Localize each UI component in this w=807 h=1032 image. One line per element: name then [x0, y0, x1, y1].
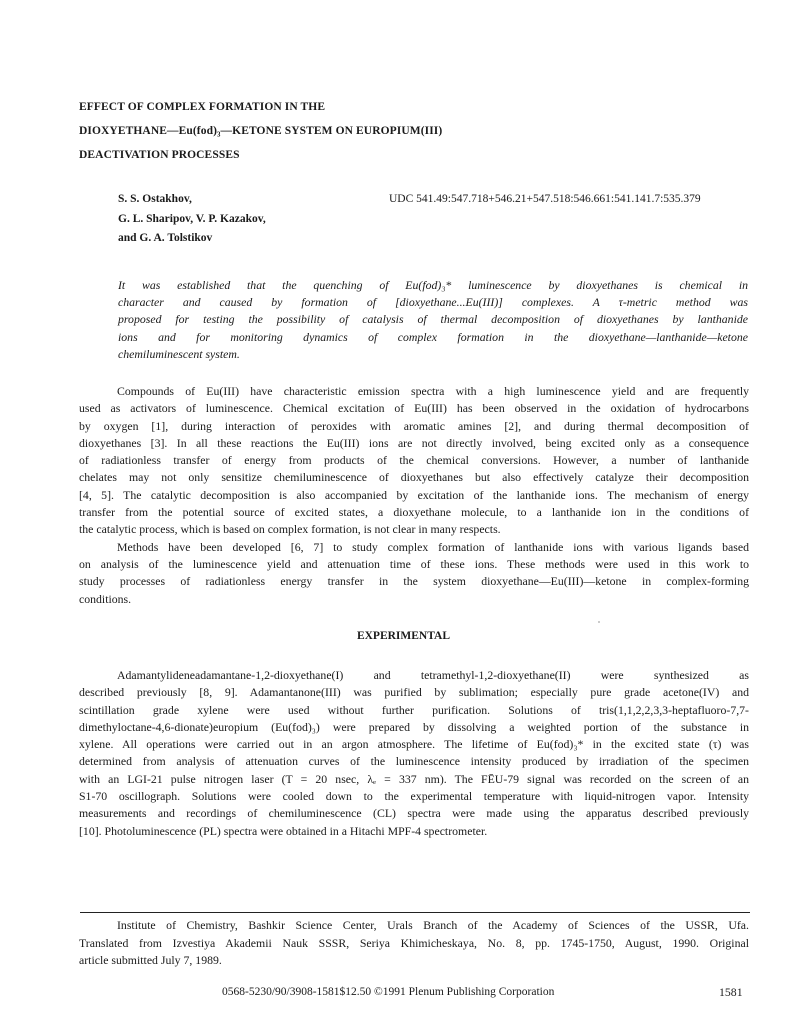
experimental-section	[79, 667, 749, 840]
paragraph-line: chelates may not only sensitize chemiluminescence of dioxyethanes but also effectively catalyze their decomposition	[79, 470, 749, 485]
paragraph-line: xylene. All operations were carried out in an argon atmosphere. The lifetime of Eu(fod)₃* in the excited state (τ) was	[79, 737, 749, 752]
paragraph-line: scintillation grade xylene were used without further purification. Solutions of tris(1,1,2,2,3,3-heptafluoro-7,7-	[79, 702, 749, 717]
paragraph-line: determined from analysis of attenuation curves of the luminescence intensity produced by irradiation of the specimen	[79, 754, 749, 769]
section-heading-experimental: EXPERIMENTAL	[356, 630, 451, 642]
abstract-line: chemiluminescent system.	[118, 346, 240, 361]
page-number: 1581	[719, 985, 743, 999]
paragraph-line: S1-70 oscillograph. Solutions were cooled down to the experimental temperature with liquid-nitrogen vapor. Intensity	[79, 789, 749, 804]
title-line: EFFECT OF COMPLEX FORMATION IN THE	[79, 101, 326, 113]
footnote-line: Translated from Izvestiya Akademii Nauk SSSR, Seriya Khimicheskaya, No. 8, pp. 1745-1750, August, 1990. Original	[79, 935, 749, 950]
introduction	[79, 383, 749, 608]
author-line: G. L. Sharipov, V. P. Kazakov,	[118, 212, 266, 225]
abstract-line: ions and for monitoring dynamics of complex formation in the dioxyethane—lanthanide—ketone	[118, 329, 748, 344]
article-title	[79, 95, 679, 167]
author-list	[118, 190, 266, 249]
paragraph-line: conditions.	[79, 591, 132, 606]
scan-speck	[598, 621, 600, 623]
paragraph-line: used as activators of luminescence. Chemical excitation of Eu(III) has been observed in the oxidation of hydrocarbons	[79, 401, 749, 416]
paragraph-line: Adamantylideneadamantane-1,2-dioxyethane(I) and tetramethyl-1,2-dioxyethane(II) were synthesized as	[117, 668, 749, 682]
paragraph-line: with an LGI-21 pulse nitrogen laser (T = 20 nsec, λₑ = 337 nm). The FĒU-79 signal was recorded on the screen of an	[79, 771, 749, 786]
copyright-line: 0568-5230/90/3908-1581$12.50 ©1991 Plenum Publishing Corporation	[222, 986, 555, 998]
abstract-line: character and caused by formation of [dioxyethane...Eu(III)] complexes. A τ-metric method was	[118, 295, 748, 310]
paragraph-line: measurements and recordings of chemiluminescence (CL) spectra were made using the apparatus described previously	[79, 806, 749, 821]
footnote-line: Institute of Chemistry, Bashkir Science Center, Urals Branch of the Academy of Sciences of the USSR, Ufa.	[117, 918, 749, 932]
paragraph-line: dimethyloctane-4,6-dionate)europium (Eu(fod)₃) were prepared by dissolving a weighted portion of the substance in	[79, 719, 749, 734]
paragraph-line: by oxygen [1], during interaction of peroxides with aromatic amines [2], and during thermal decomposition of	[79, 418, 749, 433]
footnote-divider	[80, 912, 750, 913]
footnote	[79, 917, 749, 970]
paragraph-line: the catalytic process, which is based on complex formation, is not clear in many respects.	[79, 522, 501, 537]
paragraph-line: described previously [8, 9]. Adamantanone(III) was purified by sublimation; especially pure grade acetone(IV) and	[79, 685, 749, 700]
paragraph-line: [4, 5]. The catalytic decomposition is also accompanied by excitation of the lanthanide ions. The mechanism of energy	[79, 487, 749, 502]
paragraph-line: study processes of radiationless energy transfer in the system dioxyethane—Eu(III)—ketone in complex-forming	[79, 574, 749, 589]
abstract	[118, 277, 748, 363]
title-line: DEACTIVATION PROCESSES	[79, 149, 240, 161]
paragraph-line: of radiationless transfer of energy from products of the chemical conversions. However, a number of lanthanide	[79, 453, 749, 468]
author-line: S. S. Ostakhov,	[118, 193, 192, 205]
udc-code: UDC 541.49:547.718+546.21+547.518:546.661:541.141.7:535.379	[389, 193, 701, 205]
abstract-line: proposed for testing the possibility of catalysis of thermal decomposition of dioxyethanes by lanthanide	[118, 312, 748, 327]
paragraph-line: [10]. Photoluminescence (PL) spectra were obtained in a Hitachi MPF-4 spectrometer.	[79, 823, 488, 838]
paragraph-line: Methods have been developed [6, 7] to study complex formation of lanthanide ions with various ligands based	[117, 539, 749, 554]
paragraph-line: transfer from the potential source of excited states, a dioxyethane molecule, to a lanthanide ion in the conditions of	[79, 505, 749, 520]
title-line: DIOXYETHANE—Eu(fod)₃—KETONE SYSTEM ON EUROPIUM(III)	[79, 125, 443, 137]
author-line: and G. A. Tolstikov	[118, 232, 213, 244]
abstract-line: It was established that the quenching of Eu(fod)₃* luminescence by dioxyethanes is chemical in	[118, 278, 748, 292]
footnote-line: article submitted July 7, 1989.	[79, 953, 222, 967]
paragraph-line: on analysis of the luminescence yield and attenuation time of these ions. These methods were used in this work to	[79, 556, 749, 571]
paragraph-line: Compounds of Eu(III) have characteristic emission spectra with a high luminescence yield and are frequently	[117, 384, 749, 398]
paragraph-line: dioxyethanes [3]. In all these reactions the Eu(III) ions are not directly involved, being excited only as a consequence	[79, 435, 749, 450]
